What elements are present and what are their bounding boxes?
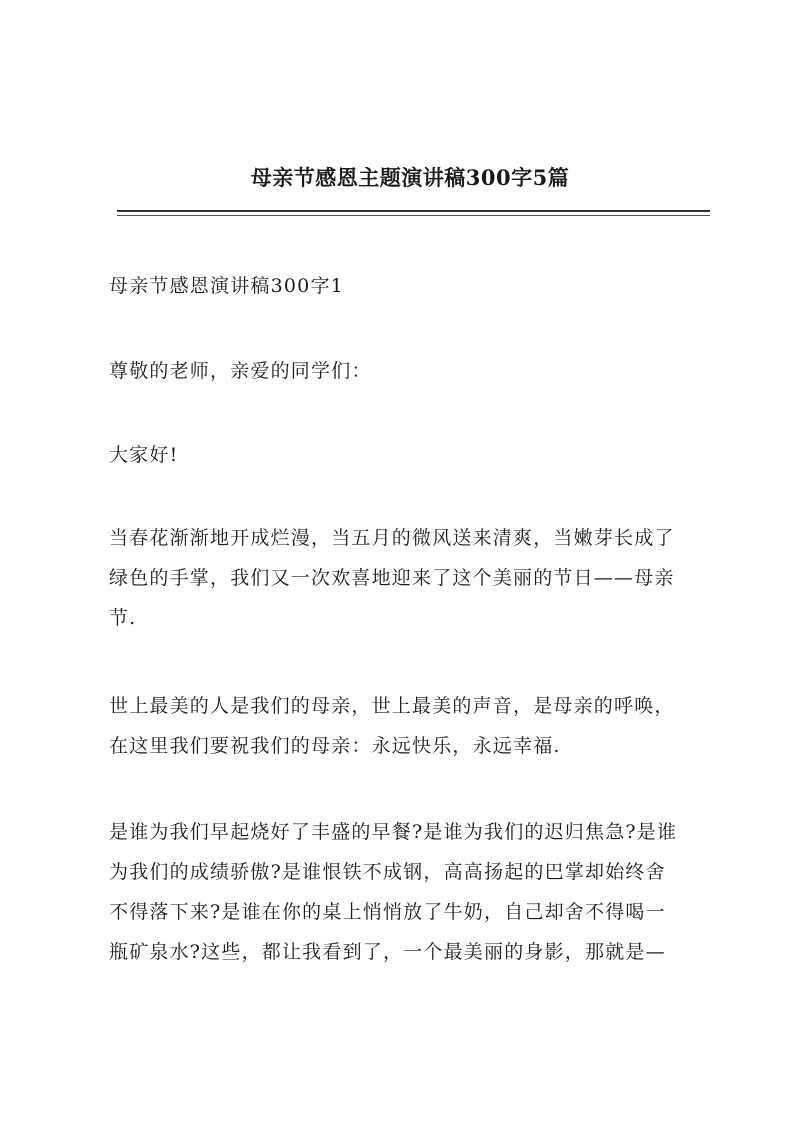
- greeting: 大家好!: [109, 444, 179, 466]
- paragraph-line: 瓶矿泉水?这些，都让我看到了，一个最美丽的身影，那就是—: [109, 941, 666, 963]
- salutation: 尊敬的老师，亲爱的同学们：: [109, 360, 372, 382]
- paragraph-1: [109, 518, 713, 638]
- paragraph-line: 世上最美的人是我们的母亲，世上最美的声音，是母亲的呼唤，: [109, 695, 675, 717]
- paragraph-line: 不得落下来?是谁在你的桌上悄悄放了牛奶，自己却舍不得喝一: [109, 901, 666, 923]
- paragraph-line: 为我们的成绩骄傲?是谁恨铁不成钢，高高扬起的巴掌却始终舍: [109, 861, 666, 883]
- title-divider-thin: [117, 215, 710, 216]
- paragraph-2: [109, 686, 713, 766]
- paragraph-line: 当春花渐渐地开成烂漫，当五月的微风送来清爽，当嫩芽长成了: [109, 527, 675, 549]
- paragraph-line: 是谁为我们早起烧好了丰盛的早餐?是谁为我们的迟归焦急?是谁: [109, 821, 678, 843]
- paragraph-line: 在这里我们要祝我们的母亲：永远快乐，永远幸福.: [109, 735, 561, 757]
- paragraph-3: [109, 812, 713, 972]
- title-divider: [117, 210, 710, 212]
- document-title: 母亲节感恩主题演讲稿300字5篇: [250, 165, 570, 190]
- paragraph-line: 节.: [109, 607, 137, 629]
- paragraph-line: 绿色的手掌，我们又一次欢喜地迎来了这个美丽的节日——母亲: [109, 567, 675, 589]
- section-heading: 母亲节感恩演讲稿300字1: [109, 275, 344, 297]
